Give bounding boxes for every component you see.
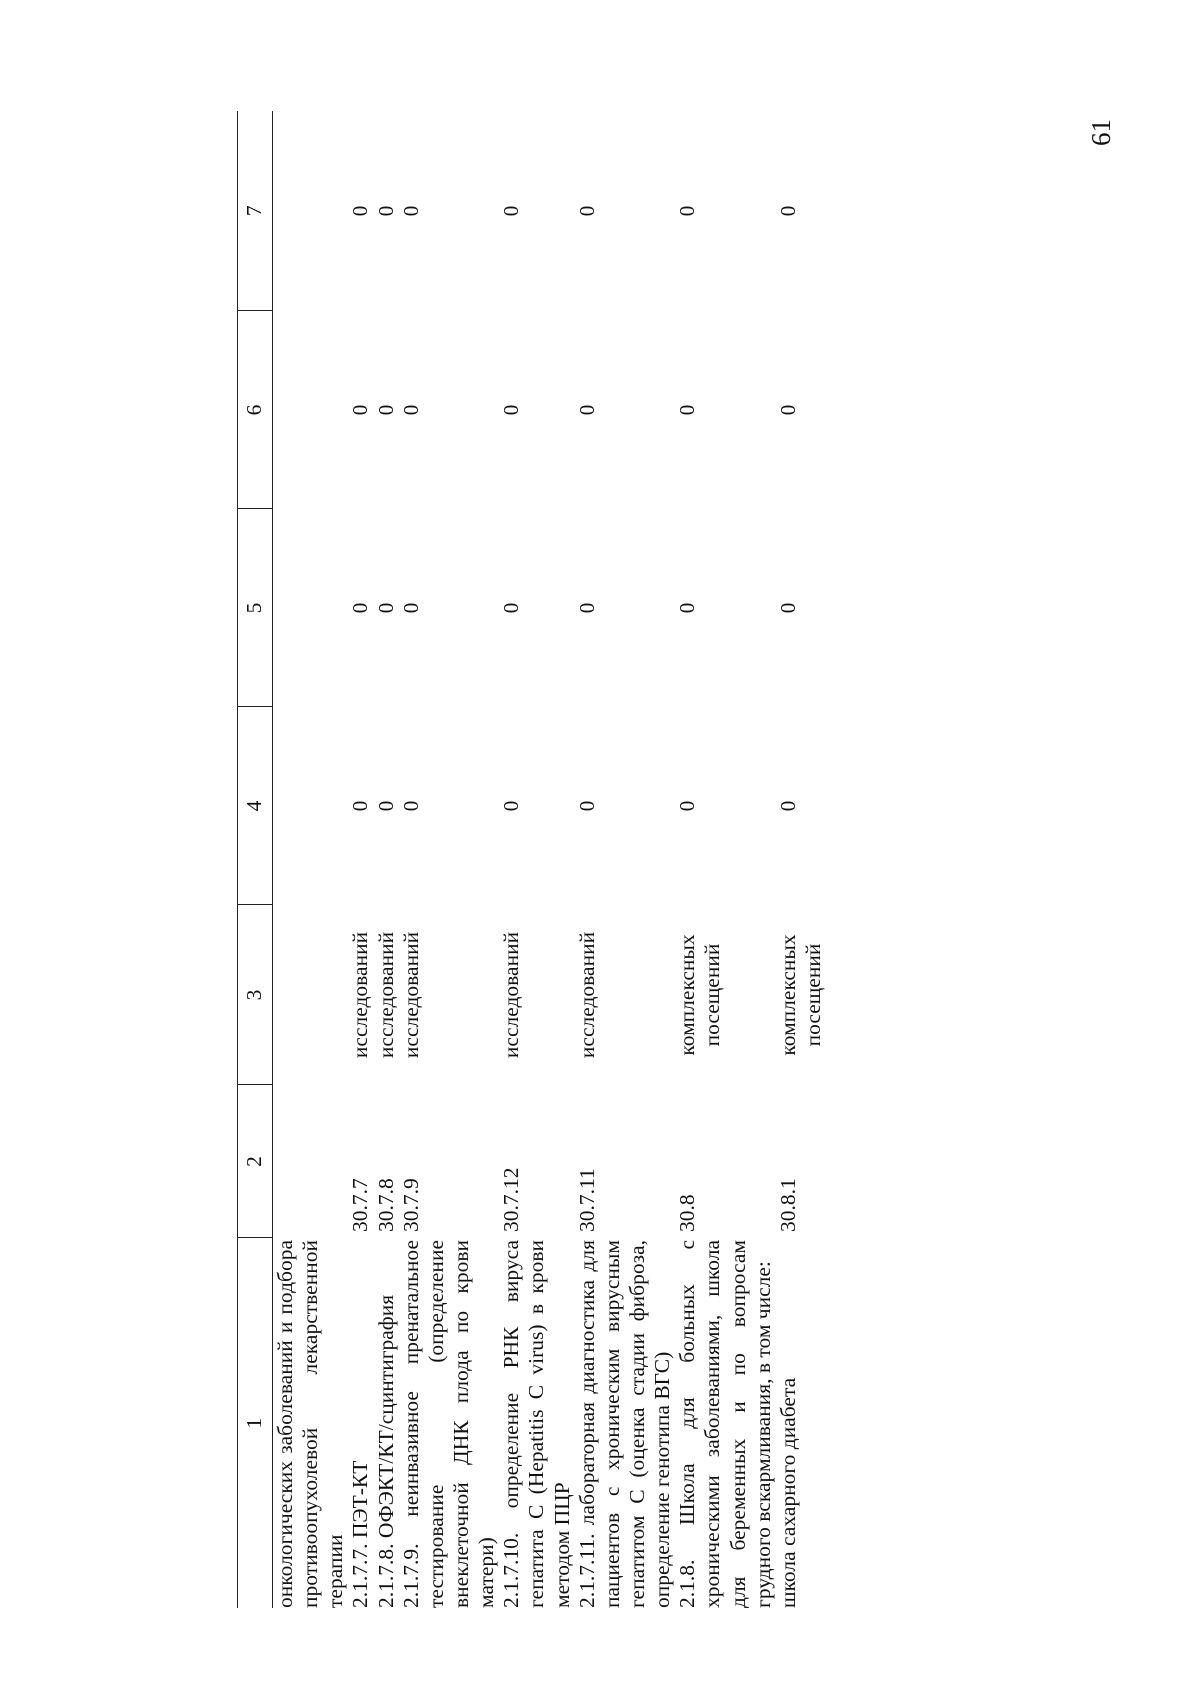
row-name: 2.1.7.8. ОФЭКТ/КТ/сцинтиграфия bbox=[373, 1294, 398, 1608]
row-code: 30.8 bbox=[675, 1194, 700, 1232]
row-unit: исследований bbox=[398, 931, 423, 1059]
row-code: 30.7.9 bbox=[398, 1178, 423, 1232]
row-code: 30.8.1 bbox=[775, 1178, 800, 1232]
row-value-5: 0 bbox=[775, 602, 800, 614]
row-value-4 bbox=[273, 707, 349, 905]
table-row bbox=[273, 111, 349, 1608]
table-row bbox=[399, 111, 500, 1608]
row-value-5: 0 bbox=[373, 602, 398, 614]
row-value-5: 0 bbox=[398, 602, 423, 614]
row-code bbox=[273, 1085, 349, 1238]
row-unit: исследований bbox=[574, 931, 599, 1059]
row-value-7: 0 bbox=[775, 205, 800, 217]
row-value-7: 0 bbox=[398, 205, 423, 217]
row-unit: исследований bbox=[348, 931, 373, 1059]
row-value-7: 0 bbox=[675, 205, 700, 217]
row-value-6 bbox=[273, 311, 349, 509]
row-value-7: 0 bbox=[373, 205, 398, 217]
row-value-5: 0 bbox=[499, 602, 524, 614]
row-name: онкологических заболеваний и подбора противоопухолевой лекарственной терапии bbox=[273, 1240, 348, 1608]
row-value-6: 0 bbox=[675, 404, 700, 416]
row-value-6: 0 bbox=[373, 404, 398, 416]
row-name: 2.1.7.9. неинвазивное пренатальное тестирование (определение внеклеточной ДНК плода по крови матери) bbox=[398, 1240, 499, 1608]
column-header-6: 6 bbox=[238, 311, 273, 509]
column-header-3: 3 bbox=[238, 905, 273, 1085]
column-header-7: 7 bbox=[238, 111, 273, 311]
row-value-4: 0 bbox=[499, 800, 524, 812]
row-code: 30.7.11 bbox=[574, 1168, 599, 1232]
column-header-4: 4 bbox=[238, 707, 273, 905]
table-row bbox=[776, 111, 826, 1608]
row-name: школа сахарного диабета bbox=[775, 1377, 800, 1608]
row-value-4: 0 bbox=[574, 800, 599, 812]
row-code: 30.7.7 bbox=[348, 1178, 373, 1232]
row-value-7: 0 bbox=[348, 205, 373, 217]
column-header-5: 5 bbox=[238, 509, 273, 707]
header-row bbox=[238, 111, 273, 1608]
column-header-2: 2 bbox=[238, 1085, 273, 1238]
table-row bbox=[499, 111, 574, 1608]
row-unit bbox=[273, 905, 349, 1085]
row-value-7: 0 bbox=[574, 205, 599, 217]
row-name: 2.1.7.11. лабораторная диагностика для пациентов с хроническим вирусным гепатитом С (оценка стадии фиброза, определение генотипа ВГС) bbox=[574, 1240, 675, 1608]
row-value-4: 0 bbox=[675, 800, 700, 812]
table-row bbox=[374, 111, 399, 1608]
row-value-5: 0 bbox=[574, 602, 599, 614]
row-name: 2.1.8. Школа для больных с хроническими заболеваниями, школа для беременных и по вопросам грудного вскармливания, в том числе: bbox=[675, 1240, 775, 1608]
row-value-6: 0 bbox=[574, 404, 599, 416]
data-table bbox=[237, 111, 826, 1608]
row-unit: комплексных посещений bbox=[675, 934, 725, 1056]
row-value-6: 0 bbox=[398, 404, 423, 416]
row-value-5: 0 bbox=[348, 602, 373, 614]
row-value-4: 0 bbox=[348, 800, 373, 812]
table-row bbox=[348, 111, 373, 1608]
row-value-4: 0 bbox=[775, 800, 800, 812]
row-name: 2.1.7.10. определение РНК вируса гепатита С (Hepatitis C virus) в крови методом ПЦР bbox=[499, 1240, 574, 1608]
row-name: 2.1.7.7. ПЭТ-КТ bbox=[348, 1460, 373, 1608]
row-value-5 bbox=[273, 509, 349, 707]
row-value-4: 0 bbox=[373, 800, 398, 812]
row-value-6: 0 bbox=[348, 404, 373, 416]
row-value-6: 0 bbox=[775, 404, 800, 416]
row-value-5: 0 bbox=[675, 602, 700, 614]
row-code: 30.7.12 bbox=[499, 1167, 524, 1232]
row-unit: комплексных посещений bbox=[775, 934, 825, 1056]
row-value-4: 0 bbox=[398, 800, 423, 812]
row-value-6: 0 bbox=[499, 404, 524, 416]
row-unit: исследований bbox=[499, 931, 524, 1059]
column-header-1: 1 bbox=[238, 1238, 273, 1608]
row-code: 30.7.8 bbox=[373, 1178, 398, 1232]
row-value-7 bbox=[273, 111, 349, 311]
table-row bbox=[675, 111, 776, 1608]
rotated-table-container bbox=[237, 111, 1117, 1608]
row-unit: исследований bbox=[373, 931, 398, 1059]
table-row bbox=[575, 111, 676, 1608]
row-value-7: 0 bbox=[499, 205, 524, 217]
page-number: 61 bbox=[1086, 119, 1116, 146]
